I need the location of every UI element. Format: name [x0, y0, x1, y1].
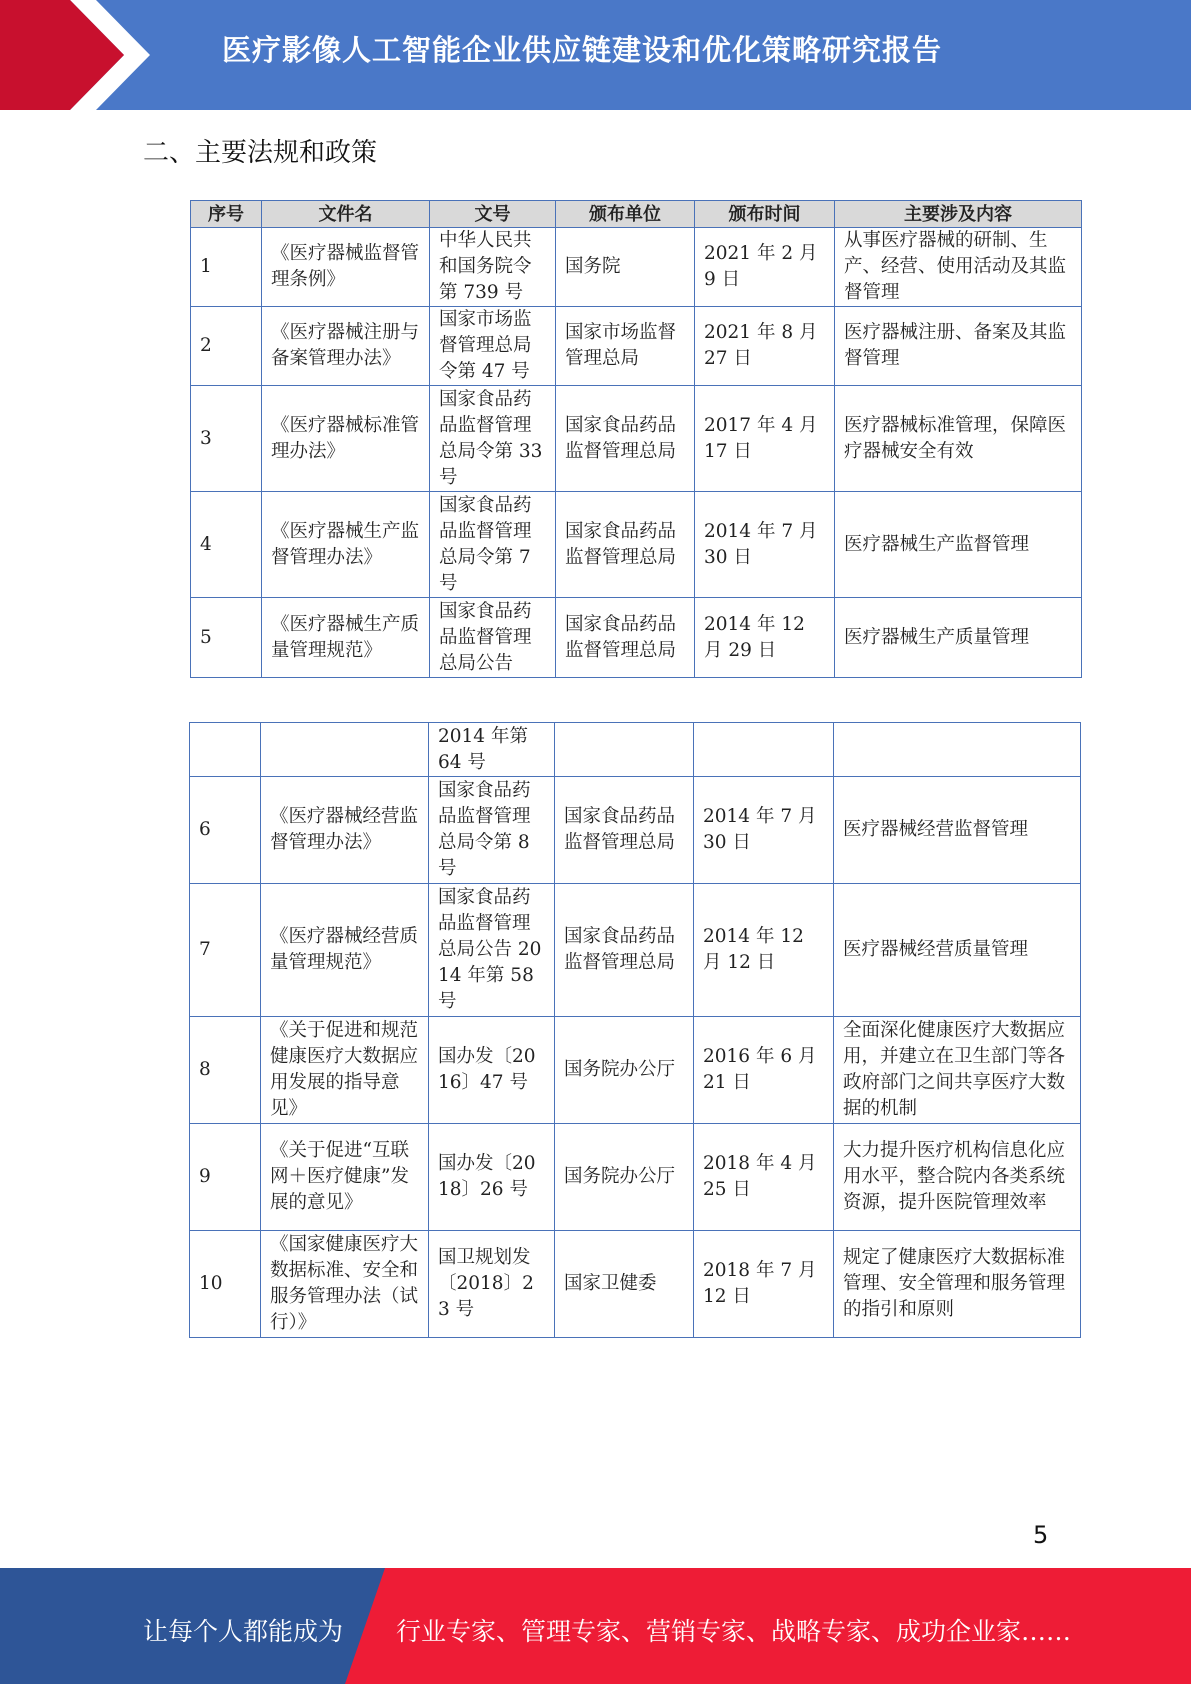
cell-issuing-authority: 国务院办公厅	[555, 1017, 694, 1124]
cell-document-number: 国家食品药品监督管理总局令第 8 号	[429, 777, 555, 884]
cell-main-content: 医疗器械经营质量管理	[834, 884, 1081, 1017]
cell-issue-date: 2014 年 7 月 30 日	[694, 777, 834, 884]
cell-main-content: 医疗器械标准管理，保障医疗器械安全有效	[835, 386, 1082, 492]
table-row	[191, 598, 1082, 678]
column-header-index: 序号	[191, 201, 262, 228]
cell-main-content: 医疗器械生产监督管理	[835, 492, 1082, 598]
cell-main-content: 全面深化健康医疗大数据应用，并建立在卫生部门等各政府部门之间共享医疗大数据的机制	[834, 1017, 1081, 1124]
cell-issuing-authority: 国务院	[556, 228, 695, 307]
table-row	[190, 777, 1081, 884]
cell-index: 4	[191, 492, 262, 598]
cell-document-number: 国办发〔2016〕47 号	[429, 1017, 555, 1124]
report-title: 医疗影像人工智能企业供应链建设和优化策略研究报告	[222, 33, 943, 67]
column-header-document-name: 文件名	[262, 201, 430, 228]
cell-issue-date: 2021 年 2 月 9 日	[695, 228, 835, 307]
cell-document-number: 国家食品药品监督管理总局令第 7 号	[430, 492, 556, 598]
table-row	[190, 884, 1081, 1017]
cell-document-name: 《医疗器械经营监督管理办法》	[261, 777, 429, 884]
cell-index: 6	[190, 777, 261, 884]
table-header-row	[191, 201, 1082, 228]
footer-slogan-right: 行业专家、管理专家、营销专家、战略专家、成功企业家……	[396, 1617, 1072, 1646]
cell-document-number: 国办发〔2018〕26 号	[429, 1124, 555, 1231]
cell-document-name: 《关于促进和规范健康医疗大数据应用发展的指导意见》	[261, 1017, 429, 1124]
cell-index: 2	[191, 307, 262, 386]
cell-index: 5	[191, 598, 262, 678]
footer-slogan-left: 让每个人都能成为	[143, 1617, 344, 1646]
cell-document-name: 《医疗器械生产监督管理办法》	[262, 492, 430, 598]
cell-index	[190, 723, 261, 777]
cell-document-number: 国家食品药品监督管理总局令第 33 号	[430, 386, 556, 492]
cell-main-content: 大力提升医疗机构信息化应用水平，整合院内各类系统资源，提升医院管理效率	[834, 1124, 1081, 1231]
cell-issuing-authority: 国家食品药品监督管理总局	[556, 598, 695, 678]
table-row	[190, 1017, 1081, 1124]
cell-main-content: 从事医疗器械的研制、生产、经营、使用活动及其监督管理	[835, 228, 1082, 307]
regulations-table-part1	[190, 200, 1082, 678]
table-row	[191, 492, 1082, 598]
section-heading: 二、主要法规和政策	[143, 138, 378, 168]
cell-issuing-authority: 国家食品药品监督管理总局	[555, 884, 694, 1017]
cell-document-name: 《医疗器械生产质量管理规范》	[262, 598, 430, 678]
page-number: 5	[1033, 1521, 1049, 1549]
cell-document-number: 中华人民共和国务院令第 739 号	[430, 228, 556, 307]
page-footer	[0, 1568, 1191, 1684]
table-row	[191, 307, 1082, 386]
cell-index: 7	[190, 884, 261, 1017]
cell-issue-date: 2017 年 4 月 17 日	[695, 386, 835, 492]
cell-issue-date: 2018 年 7 月 12 日	[694, 1231, 834, 1338]
cell-issuing-authority: 国家食品药品监督管理总局	[555, 777, 694, 884]
cell-document-number: 国家食品药品监督管理总局公告	[430, 598, 556, 678]
cell-issue-date: 2014 年 12 月 12 日	[694, 884, 834, 1017]
cell-issuing-authority: 国家卫健委	[555, 1231, 694, 1338]
cell-index: 8	[190, 1017, 261, 1124]
cell-issuing-authority	[555, 723, 694, 777]
cell-document-name: 《关于促进“互联网＋医疗健康”发展的意见》	[261, 1124, 429, 1231]
cell-issue-date: 2021 年 8 月 27 日	[695, 307, 835, 386]
table-row	[191, 228, 1082, 307]
cell-main-content	[834, 723, 1081, 777]
cell-document-number: 国家市场监督管理总局令第 47 号	[430, 307, 556, 386]
cell-document-number: 国卫规划发〔2018〕23 号	[429, 1231, 555, 1338]
cell-document-number: 国家食品药品监督管理总局公告 2014 年第 58 号	[429, 884, 555, 1017]
cell-document-name: 《国家健康医疗大数据标准、安全和服务管理办法（试行）》	[261, 1231, 429, 1338]
column-header-main-content: 主要涉及内容	[835, 201, 1082, 228]
cell-document-name	[261, 723, 429, 777]
table-row	[190, 1231, 1081, 1338]
cell-issue-date: 2018 年 4 月 25 日	[694, 1124, 834, 1231]
header-chevron-icon	[0, 0, 160, 110]
cell-issuing-authority: 国家市场监督管理总局	[556, 307, 695, 386]
cell-document-name: 《医疗器械监督管理条例》	[262, 228, 430, 307]
cell-index: 10	[190, 1231, 261, 1338]
cell-main-content: 医疗器械经营监督管理	[834, 777, 1081, 884]
cell-issue-date: 2014 年 12 月 29 日	[695, 598, 835, 678]
cell-main-content: 医疗器械注册、备案及其监督管理	[835, 307, 1082, 386]
cell-issue-date	[694, 723, 834, 777]
cell-index: 3	[191, 386, 262, 492]
cell-index: 1	[191, 228, 262, 307]
table-row	[191, 386, 1082, 492]
cell-main-content: 规定了健康医疗大数据标准管理、安全管理和服务管理的指引和原则	[834, 1231, 1081, 1338]
cell-issuing-authority: 国务院办公厅	[555, 1124, 694, 1231]
cell-issue-date: 2014 年 7 月 30 日	[695, 492, 835, 598]
cell-issue-date: 2016 年 6 月 21 日	[694, 1017, 834, 1124]
column-header-issuing-authority: 颁布单位	[556, 201, 695, 228]
page-header	[0, 0, 1191, 110]
cell-issuing-authority: 国家食品药品监督管理总局	[556, 492, 695, 598]
cell-document-name: 《医疗器械注册与备案管理办法》	[262, 307, 430, 386]
cell-index: 9	[190, 1124, 261, 1231]
table-row	[190, 723, 1081, 777]
cell-main-content: 医疗器械生产质量管理	[835, 598, 1082, 678]
table-row	[190, 1124, 1081, 1231]
column-header-issue-date: 颁布时间	[695, 201, 835, 228]
regulations-table-part2	[189, 722, 1081, 1338]
column-header-document-number: 文号	[430, 201, 556, 228]
cell-issuing-authority: 国家食品药品监督管理总局	[556, 386, 695, 492]
cell-document-name: 《医疗器械经营质量管理规范》	[261, 884, 429, 1017]
cell-document-number: 2014 年第 64 号	[429, 723, 555, 777]
cell-document-name: 《医疗器械标准管理办法》	[262, 386, 430, 492]
